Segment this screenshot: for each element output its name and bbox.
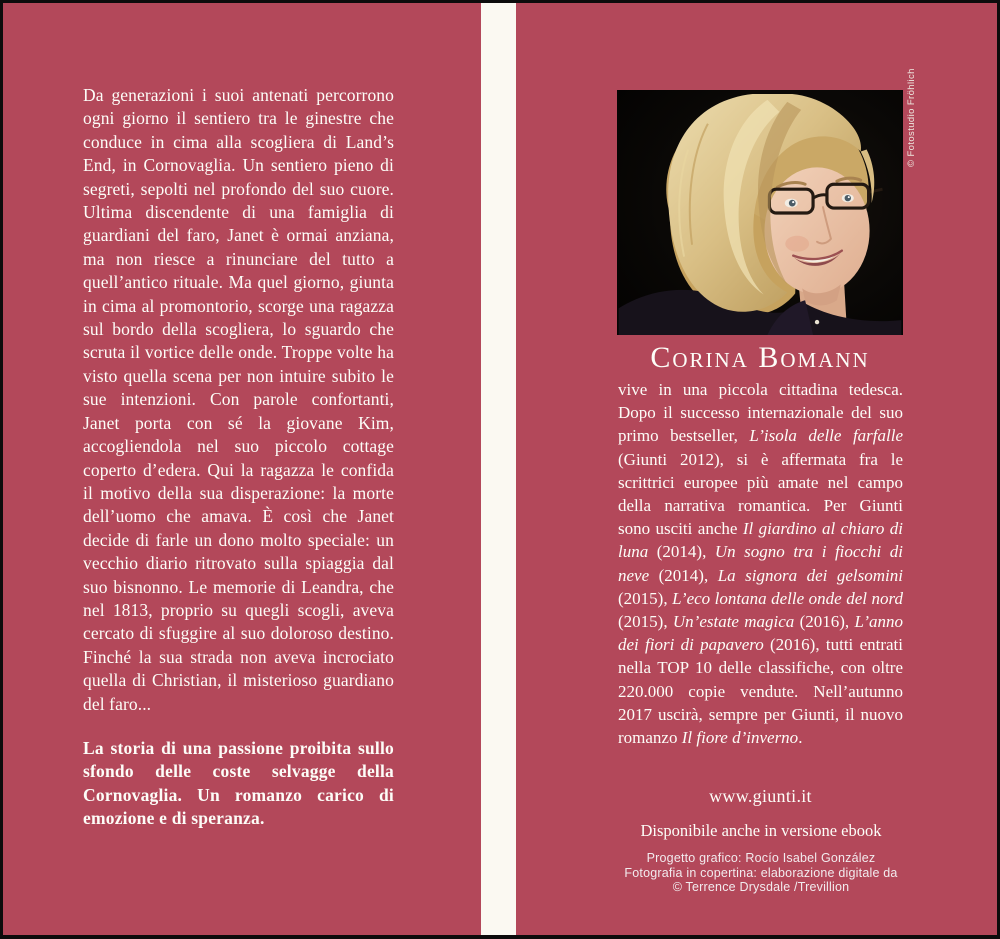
synopsis-text-block: [83, 84, 394, 831]
ebook-availability-note: Disponibile anche in versione ebook: [640, 821, 882, 840]
credits-block: Progetto grafico: Rocío Isabel González Fotografia in copertina: elaborazione digitale da © Terrence Drysdale /Trevillion: [624, 851, 898, 894]
tagline-paragraph: La storia di una passione proibita sullo sfondo delle coste selvagge della Cornovaglia. Un romanzo carico di emozione e di speranza.: [83, 737, 394, 829]
photo-credit-vertical: © Fotostudio Fröhlich: [906, 68, 917, 167]
author-name: Corina Bomann: [650, 341, 870, 374]
author-bio: vive in una piccola cittadina tedesca. Dopo il successo internazionale del suo primo bestseller, L’isola delle farfalle (Giunti 2012), si è affermata fra le scrittrici europee più amate nel campo della narrativa romantica. Per Giunti sono usciti anche Il giardino al chiaro di luna (2014), Un sogno tra i fiocchi di neve (2014), La signora dei gelsomini (2015), L’eco lontana delle onde del nord (2015), Un’estate magica (2016), L’anno dei fiori di papavero (2016), tutti entrati nella TOP 10 delle classifiche, con oltre 220.000 copie vendute. Nell’autunno 2017 uscirà, sempre per Giunti, il nuovo romanzo Il fiore d’inverno.: [618, 380, 904, 748]
flap-divider: [481, 0, 516, 939]
author-photo: [617, 90, 903, 335]
publisher-website: www.giunti.it: [709, 786, 812, 806]
synopsis-paragraph: Da generazioni i suoi antenati percorrono ogni giorno il sentiero tra le ginestre che conduce in cima alla scogliera di Land’s End, in Cornovaglia. Un sentiero pieno di segreti, sepolti nel profondo del suo cuore. Ultima discendente di una famiglia di guardiani del faro, Janet è ormai anziana, ma non riesce a rinunciare del tutto a quell’antico rituale. Ma quel giorno, giunta in cima al promontorio, scorge una ragazza sul bordo della scogliera, lo sguardo che scruta il vortice delle onde. Troppe volte ha visto quella scena per non intuire subito le sue intenzioni. Con parole confortanti, Janet porta con sé la giovane Kim, accogliendola nel suo piccolo cottage coperto d’edera. Qui la ragazza le confida il motivo della sua disperazione: la morte dell’uomo che amava. È così che Janet decide di farle un dono molto speciale: un vecchio diario ritrovato sulla spiaggia dal suo bisnonno. Le memorie di Leandra, che nel 1813, proprio su quegli scogli, aveva cercato di sfuggire al suo doloroso destino. Finché la sua strada non aveva incrociato quella di Christian, il misterioso guardiano del faro...: [83, 85, 394, 714]
author-photo-illustration: [617, 90, 903, 335]
